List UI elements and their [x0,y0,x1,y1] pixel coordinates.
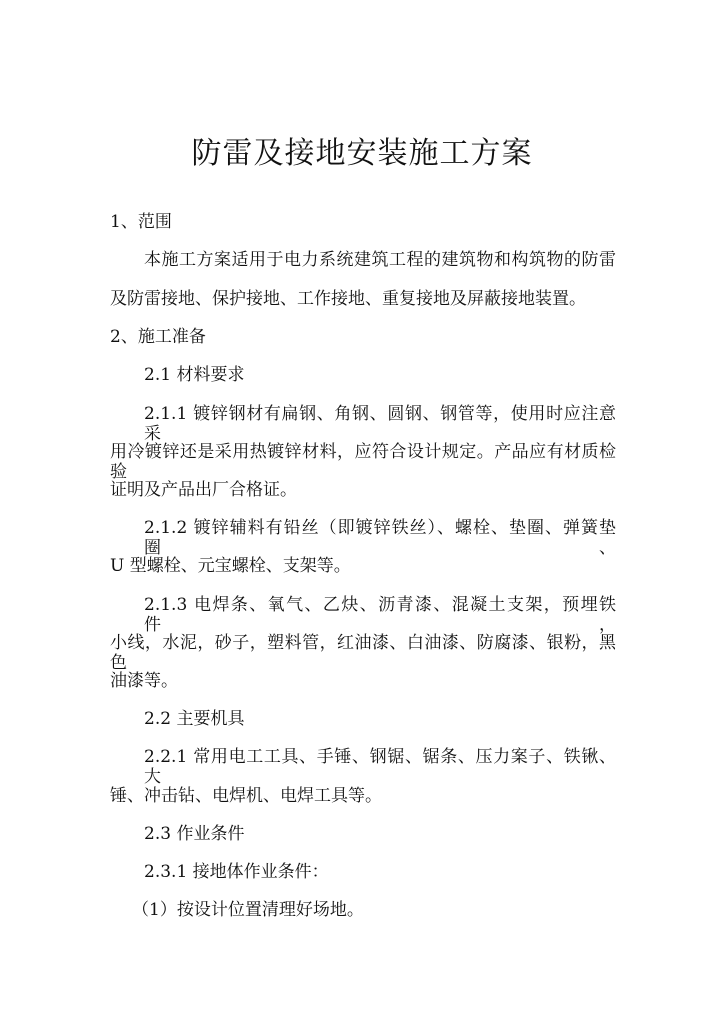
para-2-1-2-line-1: 2.1.2 镀锌辅料有铅丝（即镀锌铁丝）、螺栓、垫圈、弹簧垫圈、 [144,518,616,558]
subsection-2-2-heading: 2.2 主要机具 [144,709,245,729]
para-2-1-3-line-3: 油漆等。 [110,671,178,691]
para-2-1-1-line-2: 用冷镀锌还是采用热镀锌材料，应符合设计规定。产品应有材质检验 [110,442,616,482]
para-2-1-1-line-3: 证明及产品出厂合格证。 [110,480,297,500]
section-1-paragraph-line-2: 及防雷接地、保护接地、工作接地、重复接地及屏蔽接地装置。 [110,289,586,309]
para-2-1-2-line-2: U 型螺栓、元宝螺栓、支架等。 [110,556,351,576]
list-item-1: （1）按设计位置清理好场地。 [132,900,364,920]
para-2-1-3-line-1: 2.1.3 电焊条、氧气、乙炔、沥青漆、混凝土支架，预埋铁件， [144,595,616,635]
para-2-2-1-line-1: 2.2.1 常用电工工具、手锤、钢锯、锯条、压力案子、铁锹、大 [144,747,616,787]
para-2-1-3-line-2: 小线，水泥，砂子，塑料管，红油漆、白油漆、防腐漆、银粉，黑色 [110,633,616,673]
para-2-3-1: 2.3.1 接地体作业条件： [144,862,329,882]
section-2-heading: 2、施工准备 [110,327,206,347]
para-2-1-1-line-1: 2.1.1 镀锌钢材有扁钢、角钢、圆钢、钢管等，使用时应注意采 [144,404,616,444]
para-2-2-1-line-2: 锤、冲击钻、电焊机、电焊工具等。 [110,786,382,806]
document-title: 防雷及接地安装施工方案 [191,136,533,171]
section-1-paragraph-line-1: 本施工方案适用于电力系统建筑工程的建筑物和构筑物的防雷 [144,250,616,270]
section-1-heading: 1、范围 [110,212,172,232]
subsection-2-3-heading: 2.3 作业条件 [144,824,245,844]
subsection-2-1-heading: 2.1 材料要求 [144,365,245,385]
